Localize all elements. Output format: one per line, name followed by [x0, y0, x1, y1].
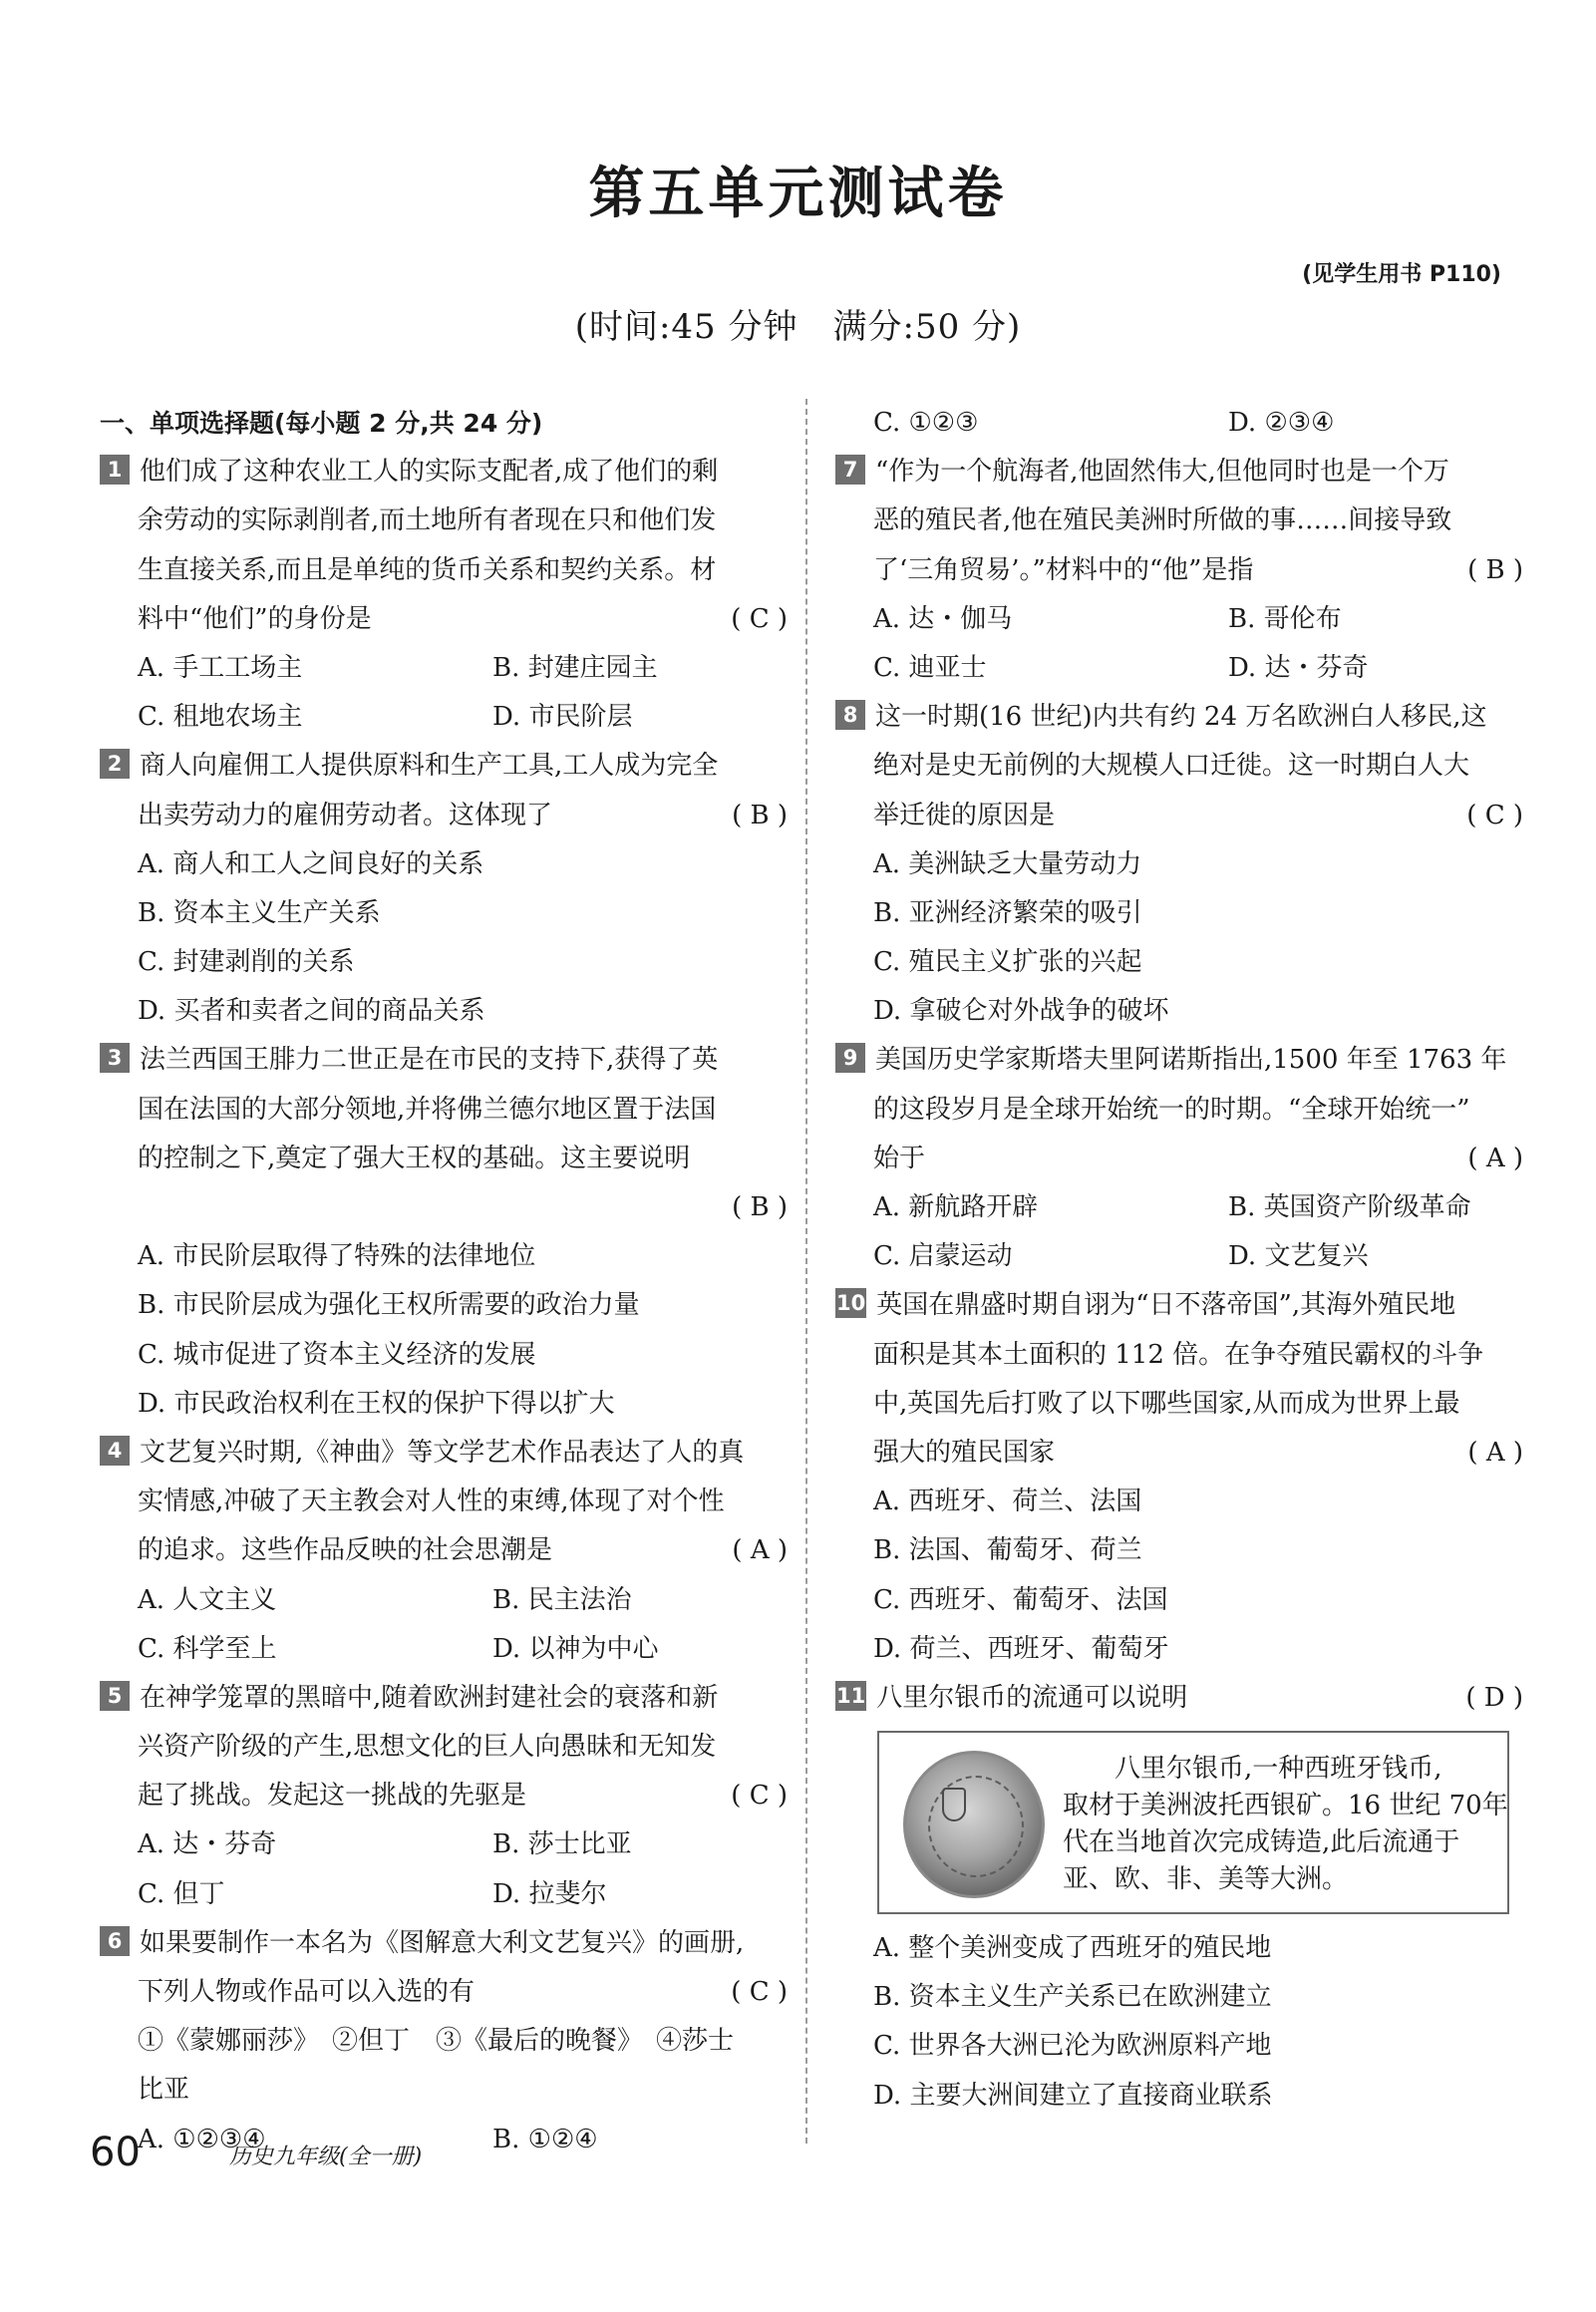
- coin-shield-icon: [942, 1788, 966, 1821]
- option: B. 封建庄园主: [492, 652, 658, 683]
- question-text: ①《蒙娜丽莎》 ②但丁 ③《最后的晚餐》 ④莎士: [138, 2026, 735, 2057]
- option: C. 世界各大洲已沦为欧洲原料产地: [873, 2031, 1272, 2062]
- answer: ( B ): [1467, 554, 1523, 585]
- question-text: 强大的殖民国家 ( A ): [835, 1429, 1523, 1478]
- option: B. 资本主义生产关系: [138, 897, 381, 928]
- options-row: [835, 644, 1523, 693]
- question-text: 了‘三角贸易’。”材料中的“他”是指 ( B ): [835, 546, 1523, 595]
- option: C. 迪亚士: [873, 652, 987, 683]
- question-text: 起了挑战。发起这一挑战的先驱是 ( C ): [100, 1772, 788, 1820]
- options-row: [100, 1576, 788, 1625]
- question-6: 6 如果要制作一本名为《图解意大利文艺复兴》的画册,: [100, 1919, 788, 1968]
- question-text: 比亚: [138, 2075, 190, 2106]
- option: A. 整个美洲变成了西班牙的殖民地: [873, 1933, 1272, 1964]
- question-2: 2 商人向雇佣工人提供原料和生产工具,工人成为完全: [100, 742, 788, 791]
- option: A. 达・伽马: [873, 603, 1013, 634]
- question-text: 他们成了这种农业工人的实际支配者,成了他们的剩: [140, 457, 719, 488]
- question-number: 3: [100, 1043, 130, 1073]
- material-text: 八里尔银币,一种西班牙钱币, 取材于美洲波托西银矿。16 世纪 70年 代在当地首次完成铸造,此后流通于 亚、欧、非、美等大洲。: [1063, 1754, 1508, 1895]
- option: A. 商人和工人之间良好的关系: [138, 848, 484, 879]
- question-text: 出卖劳动力的雇佣劳动者。这体现了 ( B ): [100, 792, 788, 840]
- option: C. 启蒙运动: [873, 1241, 1013, 1272]
- option: B. ①②④: [492, 2124, 598, 2154]
- answer: ( A ): [1467, 1437, 1523, 1468]
- page-number: 60: [90, 2130, 141, 2175]
- answer: ( A ): [1467, 1143, 1523, 1173]
- option: C. 城市促进了资本主义经济的发展: [138, 1339, 536, 1370]
- option: D. 以神为中心: [492, 1633, 659, 1664]
- silver-coin-image: [903, 1751, 1045, 1898]
- options-row: [100, 693, 788, 742]
- question-text: 料中“他们”的身份是 ( C ): [100, 595, 788, 644]
- left-column: [100, 399, 788, 2164]
- answer: ( C ): [731, 1781, 788, 1812]
- question-number: 10: [835, 1288, 866, 1318]
- options-row: [100, 2116, 788, 2164]
- question-1: [100, 448, 788, 496]
- options-row: [835, 595, 1523, 644]
- question-number: 11: [835, 1681, 866, 1711]
- question-number: 8: [835, 700, 865, 730]
- question-number: 1: [100, 455, 130, 485]
- answer: ( B ): [732, 800, 788, 830]
- question-11: 11 八里尔银币的流通可以说明 ( D ): [835, 1674, 1523, 1723]
- question-number: 5: [100, 1681, 130, 1711]
- column-divider: [805, 399, 807, 2144]
- option: D. 荷兰、西班牙、葡萄牙: [873, 1633, 1169, 1664]
- question-number: 4: [100, 1436, 130, 1466]
- question-9: 9 美国历史学家斯塔夫里阿诺斯指出,1500 年至 1763 年: [835, 1036, 1523, 1085]
- option: A. 人文主义: [138, 1584, 277, 1615]
- right-column: [835, 399, 1523, 2121]
- book-name: 历史九年级(全一册): [229, 2145, 423, 2169]
- options-row: [100, 644, 788, 693]
- answer: ( C ): [731, 603, 788, 634]
- question-text: 国在法国的大部分领地,并将佛兰德尔地区置于法国: [138, 1094, 717, 1125]
- question-text: 面积是其本土面积的 112 倍。在争夺殖民霸权的斗争: [873, 1339, 1484, 1370]
- question-text: 始于 ( A ): [835, 1135, 1523, 1183]
- option: D. 市民政治权利在王权的保护下得以扩大: [138, 1388, 615, 1419]
- option: B. 英国资产阶级革命: [1228, 1192, 1471, 1222]
- question-number: 2: [100, 749, 130, 779]
- question-4: 4 文艺复兴时期,《神曲》等文学艺术作品表达了人的真: [100, 1429, 788, 1478]
- options-row: [835, 1183, 1523, 1232]
- question-text: 兴资产阶级的产生,思想文化的巨人向愚昧和无知发: [138, 1732, 717, 1763]
- question-text: 的这段岁月是全球开始统一的时期。“全球开始统一”: [873, 1094, 1470, 1125]
- question-text: 的追求。这些作品反映的社会思潮是 ( A ): [100, 1526, 788, 1575]
- option: D. 市民阶层: [492, 702, 633, 733]
- option: D. 达・芬奇: [1228, 652, 1369, 683]
- question-3: 3 法兰西国王腓力二世正是在市民的支持下,获得了英: [100, 1036, 788, 1085]
- question-text: 的控制之下,奠定了强大王权的基础。这主要说明: [138, 1143, 691, 1173]
- option: C. 西班牙、葡萄牙、法国: [873, 1584, 1168, 1615]
- option: B. 市民阶层成为强化王权所需要的政治力量: [138, 1290, 640, 1321]
- options-row: [100, 1870, 788, 1919]
- question-text: 生直接关系,而且是单纯的货币关系和契约关系。材: [138, 554, 717, 585]
- coin-material-box: [877, 1731, 1509, 1914]
- options-row: [100, 1625, 788, 1674]
- time-and-score: (时间:45 分钟 满分:50 分): [574, 307, 1022, 347]
- answer-line: [100, 1183, 788, 1232]
- question-text: 中,英国先后打败了以下哪些国家,从而成为世界上最: [873, 1388, 1460, 1419]
- question-text: 余劳动的实际剥削者,而土地所有者现在只和他们发: [138, 505, 717, 536]
- question-10: 10 英国在鼎盛时期自诩为“日不落帝国”,其海外殖民地: [836, 1290, 1456, 1321]
- option: B. 莎士比亚: [492, 1829, 632, 1860]
- question-text: 下列人物或作品可以入选的有 ( C ): [100, 1968, 788, 2017]
- options-row: [100, 1820, 788, 1869]
- option: D. 主要大洲间建立了直接商业联系: [873, 2080, 1273, 2111]
- answer: ( A ): [732, 1535, 788, 1566]
- question-text: 恶的殖民者,他在殖民美洲时所做的事……间接导致: [873, 505, 1452, 536]
- option: C. 租地农场主: [138, 702, 303, 733]
- answer: ( C ): [731, 1977, 788, 2007]
- option: A. 手工工场主: [138, 652, 303, 683]
- question-5: 5 在神学笼罩的黑暗中,随着欧洲封建社会的衰落和新: [100, 1674, 788, 1723]
- option: C. ①②③: [873, 408, 979, 438]
- option: B. 哥伦布: [1228, 603, 1342, 634]
- question-text: 举迁徙的原因是 ( C ): [835, 792, 1523, 840]
- option: C. 科学至上: [138, 1633, 277, 1664]
- option: A. 达・芬奇: [138, 1829, 277, 1860]
- option: A. 市民阶层取得了特殊的法律地位: [138, 1241, 536, 1272]
- question-number: 9: [835, 1043, 865, 1073]
- option: A. 西班牙、荷兰、法国: [873, 1486, 1142, 1517]
- option: A. ①②③④: [138, 2124, 266, 2154]
- answer: ( C ): [1466, 800, 1523, 830]
- question-8: 8 这一时期(16 世纪)内共有约 24 万名欧洲白人移民,这: [835, 693, 1523, 742]
- option: C. 殖民主义扩张的兴起: [873, 947, 1142, 978]
- options-row: [835, 399, 1523, 448]
- option: D. 买者和卖者之间的商品关系: [138, 996, 485, 1027]
- option: D. 文艺复兴: [1228, 1241, 1369, 1272]
- question-number: 6: [100, 1926, 130, 1956]
- option: D. ②③④: [1228, 408, 1335, 438]
- option: C. 但丁: [138, 1878, 225, 1909]
- option: D. 拿破仑对外战争的破坏: [873, 996, 1169, 1027]
- option: C. 封建剥削的关系: [138, 947, 355, 978]
- book-reference: (见学生用书 P110): [1302, 262, 1501, 287]
- option: D. 拉斐尔: [492, 1878, 607, 1909]
- section-title: 一、单项选择题(每小题 2 分,共 24 分): [100, 409, 543, 438]
- option: A. 新航路开辟: [873, 1192, 1039, 1222]
- question-text: 绝对是史无前例的大规模人口迁徙。这一时期白人大: [873, 751, 1470, 782]
- option: B. 民主法治: [492, 1584, 632, 1615]
- question-7: 7 “作为一个航海者,他固然伟大,但他同时也是一个万: [835, 448, 1523, 496]
- page-title: 第五单元测试卷: [588, 162, 1008, 226]
- options-row: [835, 1232, 1523, 1281]
- answer: ( D ): [1465, 1682, 1523, 1713]
- option: B. 亚洲经济繁荣的吸引: [873, 897, 1142, 928]
- answer: ( B ): [732, 1192, 788, 1222]
- option: B. 法国、葡萄牙、荷兰: [873, 1535, 1142, 1566]
- option: B. 资本主义生产关系已在欧洲建立: [873, 1982, 1272, 2013]
- option: A. 美洲缺乏大量劳动力: [873, 848, 1142, 879]
- question-text: 实情感,冲破了天主教会对人性的束缚,体现了对个性: [138, 1486, 725, 1517]
- question-number: 7: [835, 455, 865, 485]
